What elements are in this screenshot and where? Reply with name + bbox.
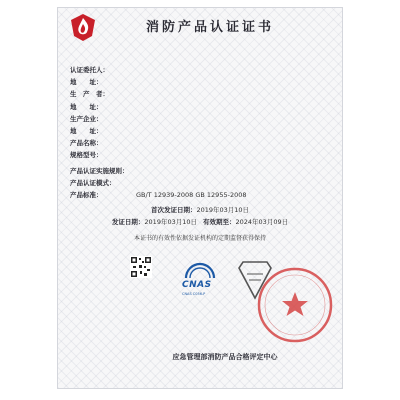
- field-row-factory: [70, 113, 330, 125]
- field-row-applicant: [70, 64, 330, 76]
- valid-date: 2024年03月09日: [235, 218, 289, 227]
- detail-value: GB/T 12939-2008 GB 12955-2008: [136, 191, 247, 200]
- validity-row: [70, 216, 330, 228]
- fire-emblem-icon: [68, 12, 98, 42]
- certificate-number: [70, 47, 330, 54]
- detail-label: 产品认证模式：: [70, 178, 116, 187]
- first-issue-date: 2019年03月10日: [196, 206, 250, 215]
- field-label: 规格型号：: [70, 151, 103, 160]
- detail-row-standard: [70, 189, 330, 201]
- detail-label: 产品标准：: [70, 191, 103, 200]
- field-label: 生 产 者：: [70, 90, 109, 99]
- issue-date: 2019年03月10日: [144, 218, 197, 227]
- issuing-body-address: [58, 366, 342, 372]
- field-row-producer: [70, 88, 330, 100]
- dates-row: [70, 204, 330, 216]
- field-row-producer-address: [70, 101, 330, 113]
- detail-label: 产品认证实施规则：: [70, 166, 129, 175]
- qr-code-icon[interactable]: [130, 256, 152, 278]
- official-seal-icon: [256, 266, 334, 344]
- valid-label: 有效期至：: [203, 218, 236, 227]
- detail-row-mode: [70, 177, 330, 189]
- field-label: 地 址：: [70, 102, 103, 111]
- first-issue-label: 首次发证日期：: [150, 206, 197, 215]
- validity-note: [70, 233, 330, 244]
- issuing-body: 应急管理部消防产品合格评定中心: [172, 353, 278, 361]
- cnas-text: CNAS: [182, 279, 212, 290]
- field-row-product-name: [70, 137, 330, 149]
- detail-row-rules: [70, 165, 330, 177]
- field-label: 生产企业：: [70, 114, 103, 123]
- certificate-title: 消防产品认证证书: [145, 20, 274, 35]
- field-label: 产品名称：: [70, 139, 103, 148]
- certificate-sheet: [58, 8, 342, 388]
- certificate-subtitle: [70, 37, 330, 43]
- field-label: 认证委托人：: [70, 66, 109, 74]
- field-label: 地 址：: [70, 127, 103, 136]
- certificate-fields: [70, 64, 330, 229]
- field-row-applicant-address: [70, 76, 330, 88]
- issue-label: 发证日期：: [111, 218, 145, 227]
- field-row-model: [70, 149, 330, 161]
- field-row-factory-address: [70, 125, 330, 137]
- note-line-1: 本证书的有效性依据发证机构的定期监督获得保持: [133, 234, 266, 242]
- cnas-subtext: CNAS C056-P: [182, 291, 206, 296]
- field-label: 地 址：: [70, 78, 103, 87]
